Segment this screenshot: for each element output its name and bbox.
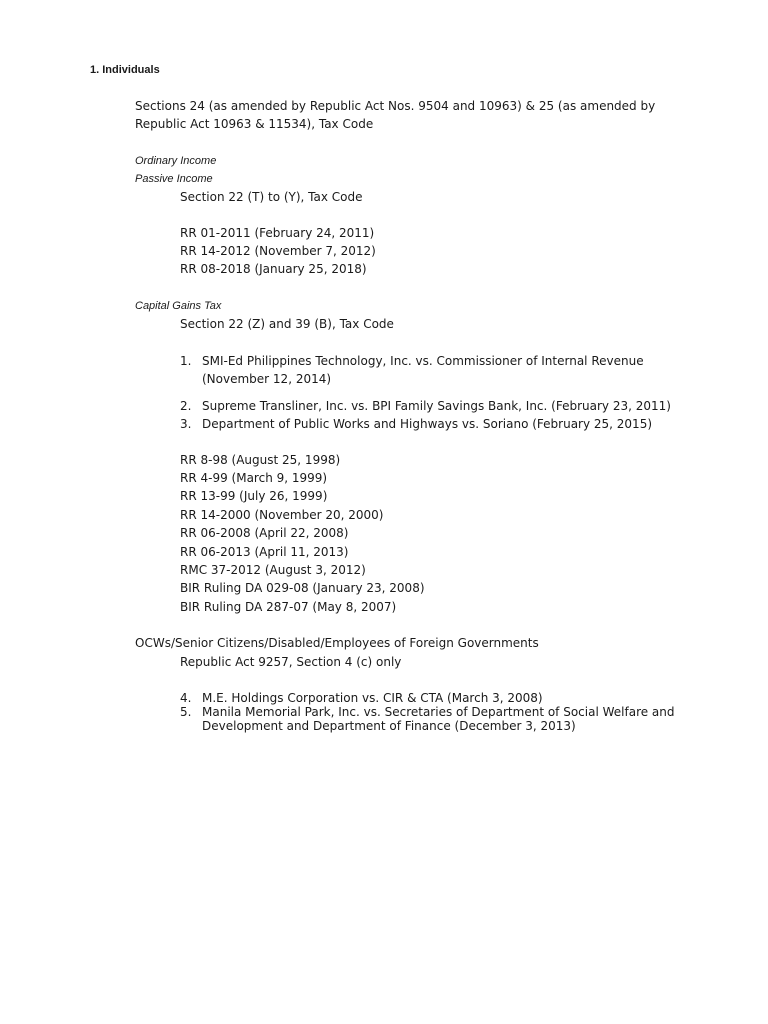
capital-regulation-item: RR 06-2008 (April 22, 2008) — [180, 526, 349, 540]
capital-gains-label: Capital Gains Tax — [135, 300, 222, 312]
passive-regulation-item: RR 14-2012 (November 7, 2012) — [180, 244, 376, 258]
case-date: (November 12, 2014) — [202, 372, 332, 386]
ocws-section: Republic Act 9257, Section 4 (c) only — [180, 655, 402, 669]
intro-line-1: Sections 24 (as amended by Republic Act Nos. 9504 and 10963) & 25 (as amended by — [135, 99, 656, 113]
capital-regulation-item: RR 4-99 (March 9, 1999) — [180, 471, 328, 485]
capital-regulation-item: RR 14-2000 (November 20, 2000) — [180, 508, 384, 522]
case-number: 1. — [180, 354, 192, 368]
case-title-continued: Development and Department of Finance (December 3, 2013) — [202, 719, 576, 733]
capital-regulation-item: BIR Ruling DA 287-07 (May 8, 2007) — [180, 600, 397, 614]
capital-regulation-item: RR 13-99 (July 26, 1999) — [180, 489, 328, 503]
passive-income-section: Section 22 (T) to (Y), Tax Code — [180, 190, 363, 204]
passive-regulation-item: RR 01-2011 (February 24, 2011) — [180, 226, 375, 240]
case-title: Manila Memorial Park, Inc. vs. Secretaries of Department of Social Welfare and — [202, 705, 675, 719]
intro-line-2: Republic Act 10963 & 11534), Tax Code — [135, 117, 374, 131]
capital-regulation-item: RMC 37-2012 (August 3, 2012) — [180, 563, 366, 577]
ocws-label: OCWs/Senior Citizens/Disabled/Employees of Foreign Governments — [135, 636, 539, 650]
capital-regulation-item: RR 06-2013 (April 11, 2013) — [180, 545, 349, 559]
case-number: 4. — [180, 691, 192, 705]
case-title: Department of Public Works and Highways vs. Soriano (February 25, 2015) — [202, 417, 653, 431]
capital-gains-section: Section 22 (Z) and 39 (B), Tax Code — [180, 317, 394, 331]
capital-regulation-item: BIR Ruling DA 029-08 (January 23, 2008) — [180, 581, 425, 595]
case-title: Supreme Transliner, Inc. vs. BPI Family Savings Bank, Inc. (February 23, 2011) — [202, 399, 671, 413]
case-number: 5. — [180, 705, 192, 719]
passive-regulation-item: RR 08-2018 (January 25, 2018) — [180, 262, 367, 276]
ordinary-income-label: Ordinary Income — [135, 155, 217, 167]
section-heading: 1. Individuals — [90, 64, 160, 76]
case-title: SMI-Ed Philippines Technology, Inc. vs. Commissioner of Internal Revenue — [202, 354, 644, 368]
case-number: 2. — [180, 399, 192, 413]
case-number: 3. — [180, 417, 192, 431]
capital-regulation-item: RR 8-98 (August 25, 1998) — [180, 453, 341, 467]
passive-income-label: Passive Income — [135, 173, 213, 185]
case-title: M.E. Holdings Corporation vs. CIR & CTA (March 3, 2008) — [202, 691, 543, 705]
